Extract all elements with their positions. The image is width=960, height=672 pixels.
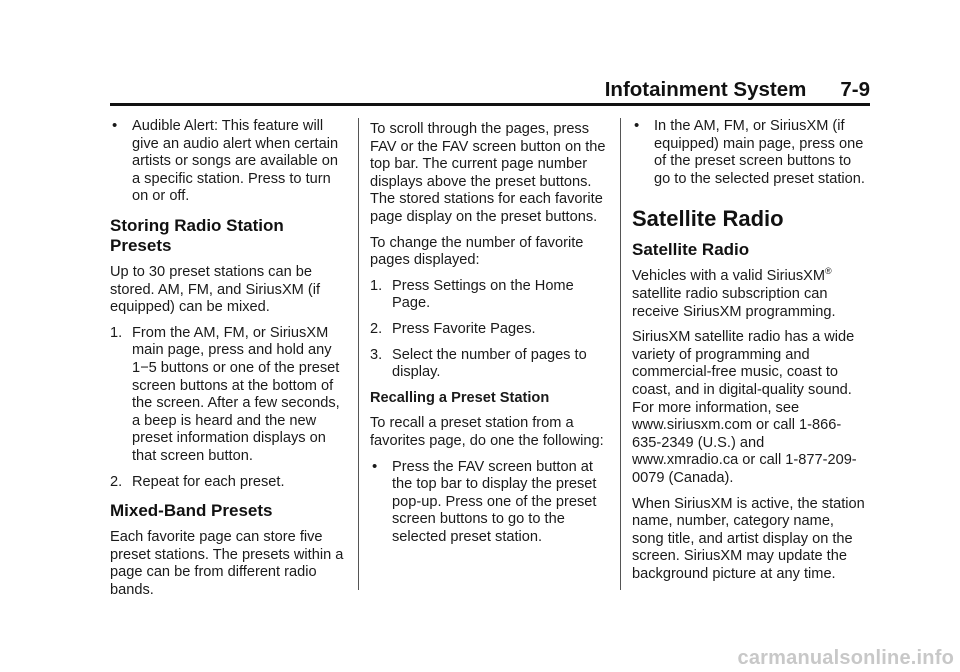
step-text: Select the number of pages to display. [392, 346, 587, 381]
numbered-step [370, 278, 606, 313]
paragraph: To scroll through the pages, press FAV or the FAV screen button on the top bar. The current page number displays above the preset buttons. The stored stations for each favorite page display on the preset buttons. [370, 121, 606, 225]
paragraph-text: satellite radio subscription can receive SiriusXM programming. [632, 285, 836, 320]
chapter-heading: Satellite Radio [632, 206, 784, 232]
column-divider-1 [358, 118, 359, 590]
numbered-step [110, 474, 346, 492]
step-number: 2. [110, 473, 123, 490]
page-number: 7-9 [840, 78, 870, 101]
bullet-text: Audible Alert: This feature will give an audio alert when certain artists or songs are available on a specific station. Press to turn on or off. [132, 118, 339, 205]
column-1 [110, 118, 346, 607]
header-rule [110, 103, 870, 106]
step-number: 1. [110, 324, 123, 341]
paragraph: Up to 30 preset stations can be stored. AM, FM, and SiriusXM (if equipped) can be mixed. [110, 263, 321, 316]
section-heading: Mixed-Band Presets [110, 501, 273, 521]
paragraph [632, 268, 868, 321]
paragraph: Each favorite page can store five preset stations. The presets within a page can be from different radio bands. [110, 529, 344, 598]
list-item [632, 118, 868, 188]
paragraph-text: Vehicles with a valid SiriusXM [632, 268, 826, 285]
column-2 [370, 118, 606, 554]
watermark: carmanualsonline.info [737, 647, 954, 669]
bullet-icon: • [112, 117, 118, 134]
bullet-icon: • [634, 117, 640, 134]
paragraph: To change the number of favorite pages displayed: [370, 234, 584, 269]
numbered-step [370, 347, 606, 382]
step-number: 1. [370, 277, 383, 294]
registered-mark: ® [825, 266, 832, 277]
numbered-step [110, 325, 346, 466]
paragraph: SiriusXM satellite radio has a wide variety of programming and commercial-free music, coast to coast, and in digital-quality sound. For more information, see www.siriusxm.com or call 1-866-635-2349 (U.S.) and www.xmradio.ca or call 1-877-209-0079 (Canada). [632, 329, 857, 486]
step-text: Repeat for each preset. [132, 473, 285, 490]
bullet-text: Press the FAV screen button at the top bar to display the preset pop-up. Press one of the preset screen buttons to go to the selected preset station. [392, 458, 597, 545]
step-text: Press Settings on the Home Page. [392, 277, 574, 312]
paragraph: When SiriusXM is active, the station name, number, category name, song title, and artist display on the screen. SiriusXM may update the background picture at any time. [632, 495, 865, 582]
list-item [110, 118, 346, 206]
column-divider-2 [620, 118, 621, 590]
bullet-text: In the AM, FM, or SiriusXM (if equipped) main page, press one of the preset screen buttons to go to the selected preset station. [654, 118, 865, 187]
column-3 [632, 118, 868, 591]
section-heading: Storing Radio Station Presets [110, 215, 284, 255]
step-text: From the AM, FM, or SiriusXM main page, press and hold any 1−5 buttons or one of the preset screen buttons at the bottom of the screen. After a few seconds, a beep is heard and the new preset information displays on that screen button. [132, 324, 340, 464]
page-header [110, 72, 870, 102]
numbered-step [370, 321, 606, 339]
bullet-icon: • [372, 457, 378, 475]
subheading: Recalling a Preset Station [370, 389, 550, 406]
step-number: 3. [370, 346, 383, 363]
section-heading: Satellite Radio [632, 240, 750, 260]
paragraph: To recall a preset station from a favorites page, do one the following: [370, 415, 604, 449]
step-text: Press Favorite Pages. [392, 320, 536, 337]
step-number: 2. [370, 320, 383, 337]
list-item [370, 459, 606, 547]
section-title: Infotainment System [604, 78, 807, 101]
